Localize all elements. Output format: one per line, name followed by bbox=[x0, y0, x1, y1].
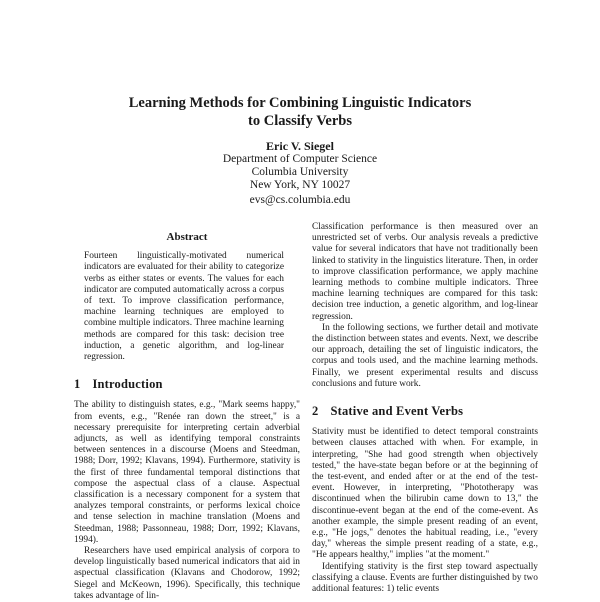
paper-title bbox=[60, 94, 540, 130]
section-2-number: 2 bbox=[312, 404, 319, 419]
title-line-2: to Classify Verbs bbox=[248, 113, 352, 129]
section-1-paragraph-2: Researchers have used empirical analysis of corpora to develop linguistically based numerical indicators that aid in aspectual classification (Klavans and Chodorow, 1992; Siegel and McKeown, 1996). Specifically, this technique takes advantage of lin- bbox=[74, 546, 300, 601]
author-location: New York, NY 10027 bbox=[249, 179, 351, 191]
author-department: Department of Computer Science bbox=[222, 153, 378, 165]
section-1-number: 1 bbox=[74, 377, 81, 392]
section-2-paragraph-2: Identifying stativity is the first step toward aspectually classifying a clause. Events are further distinguished by two additional features: 1) telic events bbox=[312, 561, 538, 595]
author-name: Eric V. Siegel bbox=[266, 139, 334, 153]
left-column bbox=[74, 232, 300, 602]
author-block bbox=[150, 140, 450, 207]
section-2-heading bbox=[312, 406, 538, 417]
section-1-paragraph-1: The ability to distinguish states, e.g., "Mark seems happy," from events, e.g., "Renée ran down the street," is a necessary prerequisite for interpreting certain adverbial adjuncts, as well as identifying temporal constraints between sentences in a discourse (Moens and Steedman, 1988; Dorr, 1992; Klavans, 1994). Furthermore, stativity is the first of three fundamental temporal distinctions that compose the aspectual class of a clause. Aspectual classification is a necessary component for a system that analyzes temporal constraints, or performs lexical choice and tense selection in machine translation (Moens and Steedman, 1988; Passonneau, 1988; Dorr, 1992; Klavans, 1994). bbox=[74, 400, 300, 545]
intro-continued-paragraph-2: In the following sections, we further detail and motivate the distinction between states and events. Next, we describe our approach, detailing the set of linguistic indicators, the corpus and tools used, and the machine learning methods. Finally, we present experimental results and discuss conclusions and future work. bbox=[312, 322, 538, 389]
abstract-heading: Abstract bbox=[166, 231, 208, 243]
author-university: Columbia University bbox=[251, 166, 349, 178]
intro-continued-paragraph-1: Classification performance is then measured over an unrestricted set of verbs. Our analysis reveals a predictive value for several indicators that have not traditionally been linked to stativity in the linguistics literature. Then, in order to improve classification performance, we apply machine learning methods to combine multiple indicators. Three machine learning techniques are compared for this task: decision tree induction, a genetic algorithm, and log-linear regression. bbox=[312, 222, 538, 322]
author-email: evs@cs.columbia.edu bbox=[249, 194, 351, 206]
section-2-title: Stative and Event Verbs bbox=[330, 404, 464, 419]
right-column bbox=[312, 222, 538, 595]
section-1-heading bbox=[74, 379, 300, 390]
abstract-text: Fourteen linguistically-motivated numerical indicators are evaluated for their ability to categorize verbs as either states or events. The values for each indicator are computed automatically across a corpus of text. To improve classification performance, machine learning techniques are employed to combine multiple indicators. Three machine learning methods are compared for this task: decision tree induction, a genetic algorithm, and log-linear regression. bbox=[84, 251, 284, 363]
title-line-1: Learning Methods for Combining Linguistic Indicators bbox=[128, 95, 472, 111]
section-1-title: Introduction bbox=[92, 377, 163, 392]
section-2-paragraph-1: Stativity must be identified to detect temporal constraints between clauses attached with when. For example, in interpreting, "She had good strength when objectively tested," the have-state began before or at the beginning of the test-event, and ended after or at the end of the test-event. However, in interpreting, "Phototherapy was discontinued when the bilirubin came down to 13," the discontinue-event began at the end of the come-event. As another example, the simple present reading of an event, e.g., "He jogs," denotes the habitual reading, i.e., "every day," whereas the simple present reading of a state, e.g., "He appears healthy," implies "at the moment." bbox=[312, 427, 538, 561]
